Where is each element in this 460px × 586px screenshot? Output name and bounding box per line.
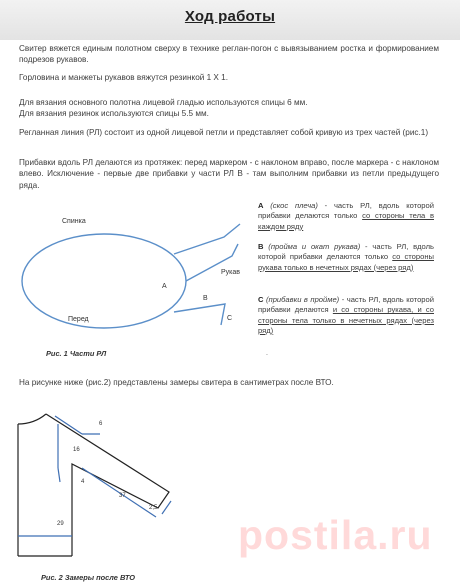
legend-dot: . [266, 350, 268, 357]
paragraph-needles-main: Для вязания основного полотна лицевой гладью используются спицы 6 мм. [19, 98, 308, 107]
measure-armhole: 4 [81, 479, 85, 485]
measure-cuff: 2,5 [149, 505, 158, 511]
measure-depth: 16 [73, 447, 80, 453]
paragraph-increases: Прибавки вдоль РЛ делаются из протяжек: перед маркером - с наклоном вправо, после маркера - с наклоном влево. Исключение - первые две прибавки у части РЛ В - там выполним прибавки из петли предыдущего ряда. [19, 158, 439, 190]
label-part-c: С [227, 315, 233, 322]
label-part-b: В [203, 295, 208, 302]
figure1-diagram [12, 200, 252, 360]
legend-c: С (прибавки в пройме) - часть РЛ, вдоль которой прибавки делаются и со стороны рукава, и со стороны тела только в нечетных рядах (через ряд) [258, 295, 434, 335]
figure2-caption: Рис. 2 Замеры после ВТО [41, 573, 135, 582]
label-sleeve: Рукав [221, 269, 240, 276]
measure-sleeve: 37 [119, 493, 126, 499]
legend-a: А (скос плеча) - часть РЛ, вдоль которой прибавки делаются только со стороны тела в каждом ряду [258, 201, 434, 231]
label-back: Спинка [62, 218, 86, 225]
paragraph-needles-rib: Для вязания резинок используются спицы 5.5 мм. [19, 109, 209, 118]
figure2-diagram [12, 410, 202, 570]
paragraph-rib: Горловина и манжеты рукавов вяжутся резинкой 1 Х 1. [19, 73, 228, 82]
legend-b: В (пройма и окат рукава) - часть РЛ, вдоль которой прибавки делаются только со стороны рукава только в нечетных рядах (через ряд) [258, 242, 434, 272]
figure1-caption: Рис. 1 Части РЛ [46, 349, 107, 358]
page-title: Ход работы [184, 8, 276, 25]
label-part-a: А [162, 283, 167, 290]
paragraph-raglan: Регланная линия (РЛ) состоит из одной лицевой петли и представляет собой кривую из трех частей (рис.1) [19, 128, 429, 137]
paragraph-intro: Свитер вяжется единым полотном сверху в технике реглан-погон с вывязыванием ростка и формированием подрезов рукавов. [19, 44, 439, 65]
label-front: Перед [68, 316, 89, 323]
paragraph-figure2-intro: На рисунке ниже (рис.2) представлены замеры свитера в сантиметрах после ВТО. [19, 378, 334, 387]
watermark: postila.ru [238, 512, 433, 558]
measure-neck: 6 [99, 421, 103, 427]
measure-width: 29 [57, 521, 64, 527]
